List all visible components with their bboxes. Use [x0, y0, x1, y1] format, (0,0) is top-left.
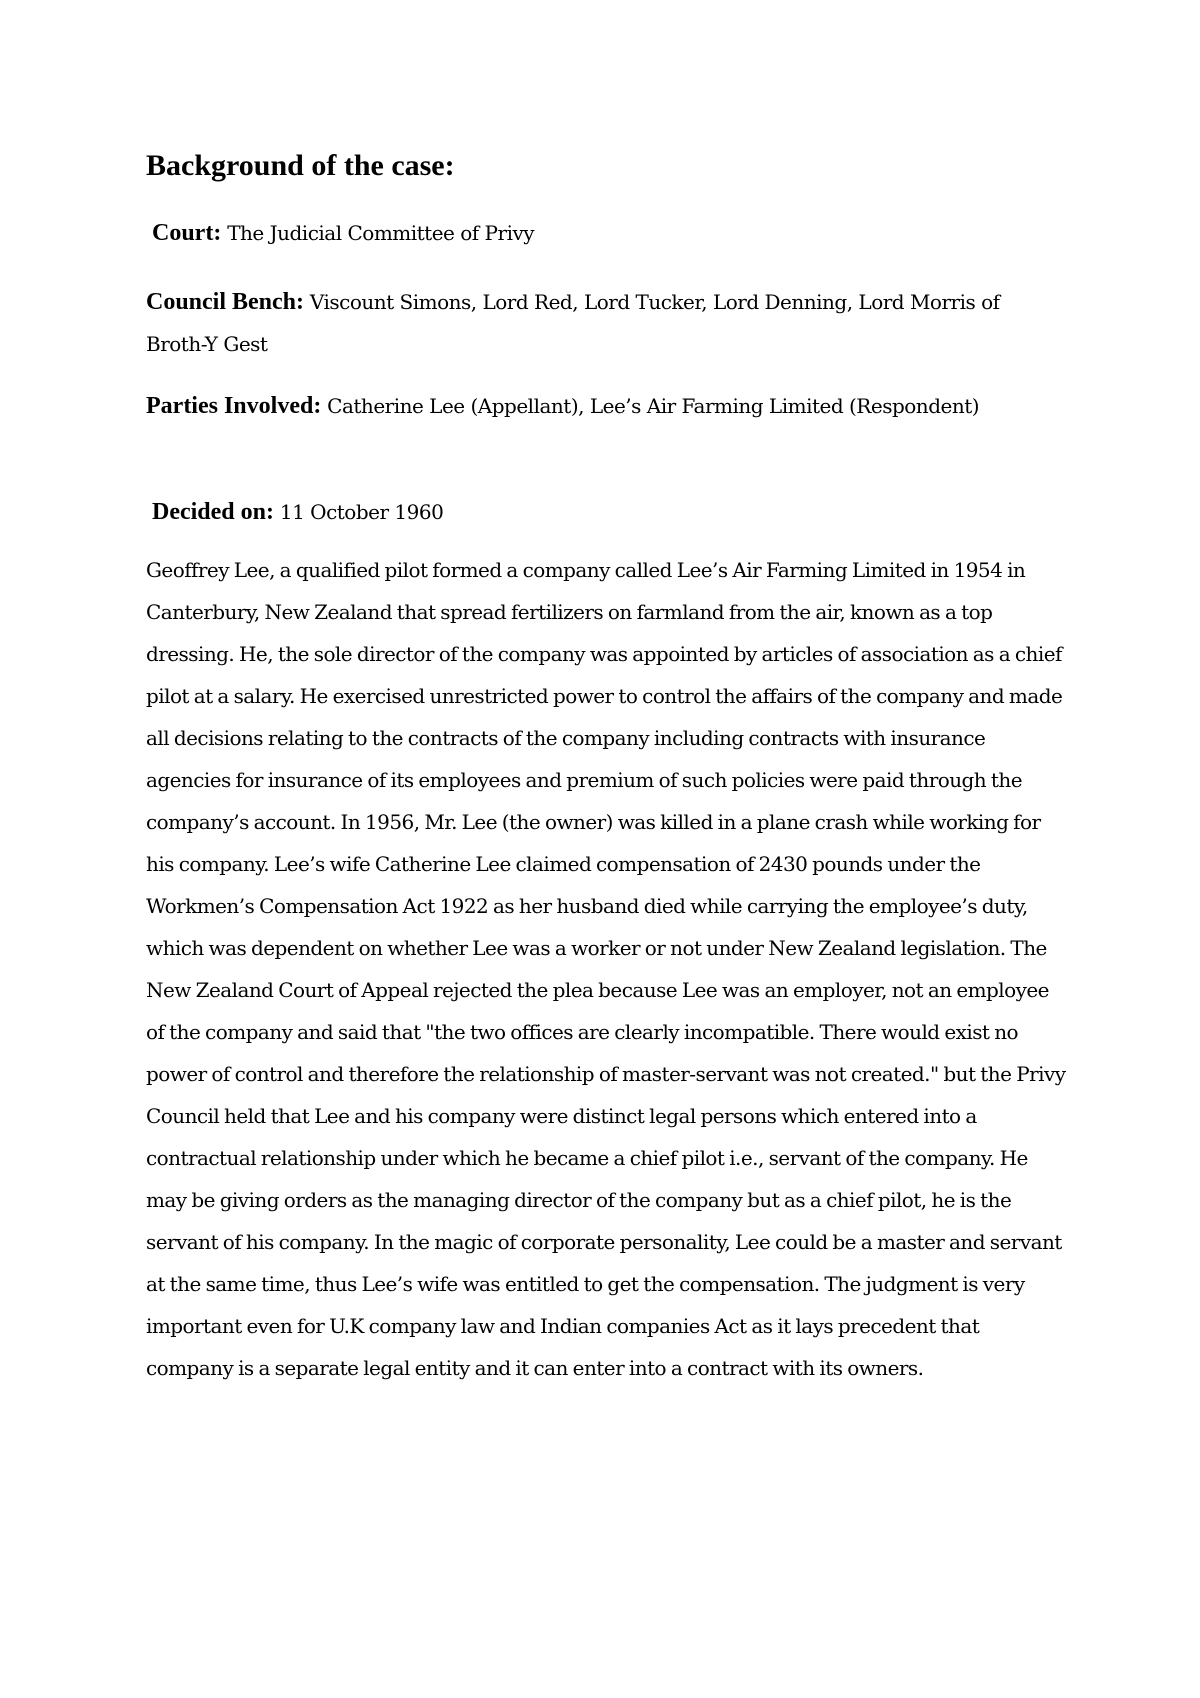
council-bench-value: Viscount Simons, Lord Red, Lord Tucker, Lord Denning, Lord Morris of Broth-Y Gest [146, 290, 1000, 356]
court-value: The Judicial Committee of Privy [227, 221, 535, 245]
decided-on-label: Decided on: [152, 499, 274, 525]
court-field [146, 212, 1072, 254]
council-bench-field [146, 281, 1066, 365]
decided-on-field [146, 491, 1072, 533]
decided-on-value: 11 October 1960 [279, 500, 444, 524]
parties-involved-label: Parties Involved: [146, 393, 322, 419]
case-summary-paragraph: Geoffrey Lee, a qualified pilot formed a company called Lee’s Air Farming Limited in 1954 in Canterbury, New Zealand that spread fertilizers on farmland from the air, known as a top dressing. He, the sole director of the company was appointed by articles of association as a chief pilot at a salary. He exercised unrestricted power to control the affairs of the company and made all decisions relating to the contracts of the company including contracts with insurance agencies for insurance of its employees and premium of such policies were paid through the company’s account. In 1956, Mr. Lee (the owner) was killed in a plane crash while working for his company. Lee’s wife Catherine Lee claimed compensation of 2430 pounds under the Workmen’s Compensation Act 1922 as her husband died while carrying the employee’s duty, which was dependent on whether Lee was a worker or not under New Zealand legislation. The New Zealand Court of Appeal rejected the plea because Lee was an employer, not an employee of the company and said that "the two offices are clearly incompatible. There would exist no power of control and therefore the relationship of master-servant was not created." but the Privy Council held that Lee and his company were distinct legal persons which entered into a contractual relationship under which he became a chief pilot i.e., servant of the company. He may be giving orders as the managing director of the company but as a chief pilot, he is the servant of his company. In the magic of corporate personality, Lee could be a master and servant at the same time, thus Lee’s wife was entitled to get the compensation. The judgment is very important even for U.K company law and Indian companies Act as it lays precedent that company is a separate legal entity and it can enter into a contract with its owners. [146, 558, 1066, 1380]
parties-involved-field [146, 385, 1066, 427]
parties-involved-value: Catherine Lee (Appellant), Lee’s Air Farming Limited (Respondent) [327, 394, 980, 418]
court-label: Court: [152, 220, 222, 246]
council-bench-label: Council Bench: [146, 289, 305, 315]
section-heading: Background of the case: [146, 149, 455, 182]
